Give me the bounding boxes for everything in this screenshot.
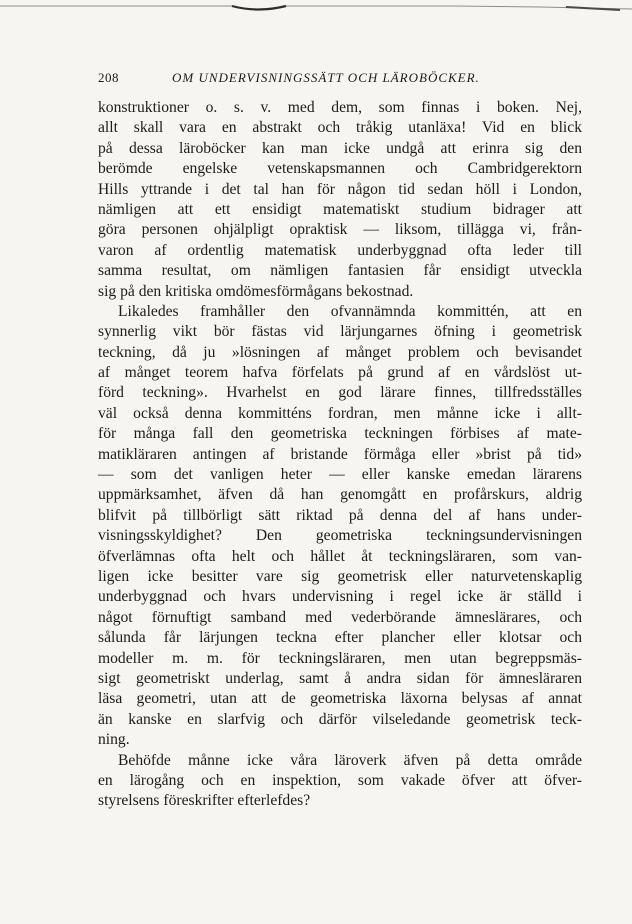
- text-line: matikläraren antingen af bristande förmåga eller »brist på tid»: [98, 445, 582, 463]
- running-title: OM UNDERVISNINGSSÄTT OCH LÄROBÖCKER.: [172, 70, 480, 85]
- text-line: ligen icke besitter vare sig geometrisk eller naturvetenskaplig: [98, 567, 582, 585]
- text-line: berömde engelske vetenskapsmannen och Cambridgerektorn: [98, 160, 582, 178]
- text-line: sig på den kritiska omdömesförmågans bekostnad.: [98, 282, 414, 300]
- text-line: allt skall vara en abstrakt och tråkig utanläxa! Vid en blick: [98, 119, 582, 137]
- text-line: underbyggnad och hvars undervisning i regel icke är ställd i: [98, 588, 582, 606]
- scan-edge-decoration: [0, 0, 632, 18]
- text-line: — som det vanligen heter — eller kanske emedan lärarens: [98, 466, 582, 484]
- text-line: på dessa läroböcker kan man icke undgå att erinra sig den: [98, 139, 582, 157]
- text-line: öfverlämnas ofta helt och hållet åt teckningsläraren, som van-: [98, 547, 582, 565]
- text-line: modeller m. m. för teckningsläraren, men utan begreppsmäs-: [98, 649, 582, 667]
- text-line: sigt geometriskt underlag, samt å andra sidan för ämnesläraren: [98, 669, 582, 687]
- text-line: något förnuftigt samband med vederbörande ämneslärares, och: [98, 608, 582, 626]
- body-text: [98, 98, 582, 812]
- text-line: göra personen ohjälpligt opraktisk — liksom, tillägga vi, från-: [98, 221, 582, 239]
- text-line: uppmärksamhet, äfven då han genomgått en profårskurs, aldrig: [98, 486, 582, 504]
- text-line: varon af ordentlig matematisk underbyggnad ofta leder till: [98, 241, 582, 259]
- text-line: blifvit på tillbörligt sätt riktad på denna del af hans under-: [98, 506, 582, 524]
- text-line: väl också denna kommitténs fordran, men månne icke i allt-: [98, 404, 582, 422]
- page-number: 208: [98, 70, 119, 85]
- text-line: konstruktioner o. s. v. med dem, som finnas i boken. Nej,: [98, 99, 582, 116]
- text-line: visningsskyldighet? Den geometriska teckningsundervisningen: [98, 527, 582, 545]
- text-line: af månget teorem hafva förfelats på grund af en vårdslöst ut-: [98, 364, 582, 382]
- text-line: för många fall den geometriska teckningen förbises af mate-: [98, 425, 582, 443]
- text-line: ning.: [98, 731, 130, 749]
- text-line: samma resultat, om nämligen fantasien får ensidigt utveckla: [98, 262, 582, 280]
- text-line: styrelsens föreskrifter efterlefdes?: [98, 792, 311, 810]
- text-line: nämligen att ett ensidigt matematiskt studium bidrager att: [98, 200, 582, 218]
- text-line: Behöfde månne icke våra läroverk äfven på detta område: [118, 751, 582, 769]
- text-line: sålunda får lärjungen teckna efter plancher eller klotsar och: [98, 629, 582, 647]
- text-line: synnerlig vikt bör fästas vid lärjungarnes öfning i geometrisk: [98, 323, 582, 341]
- text-line: en lärogång och en inspektion, som vakade öfver att öfver-: [98, 771, 582, 789]
- text-line: förd teckning». Hvarhelst en god lärare finnes, tillfredsställes: [98, 384, 582, 402]
- text-line: läsa geometri, utan att de geometriska läxorna belysas af annat: [98, 690, 582, 708]
- page-header: [98, 70, 542, 90]
- text-line: Likaledes framhåller den ofvannämnda kommittén, att en: [118, 302, 582, 320]
- text-line: Hills yttrande i det tal han för någon tid sedan höll i London,: [98, 180, 582, 198]
- text-line: än kanske en slarfvig och därför vilseledande geometrisk teck-: [98, 710, 582, 728]
- text-line: teckning, då ju »lösningen af månget problem och bevisandet: [98, 343, 582, 361]
